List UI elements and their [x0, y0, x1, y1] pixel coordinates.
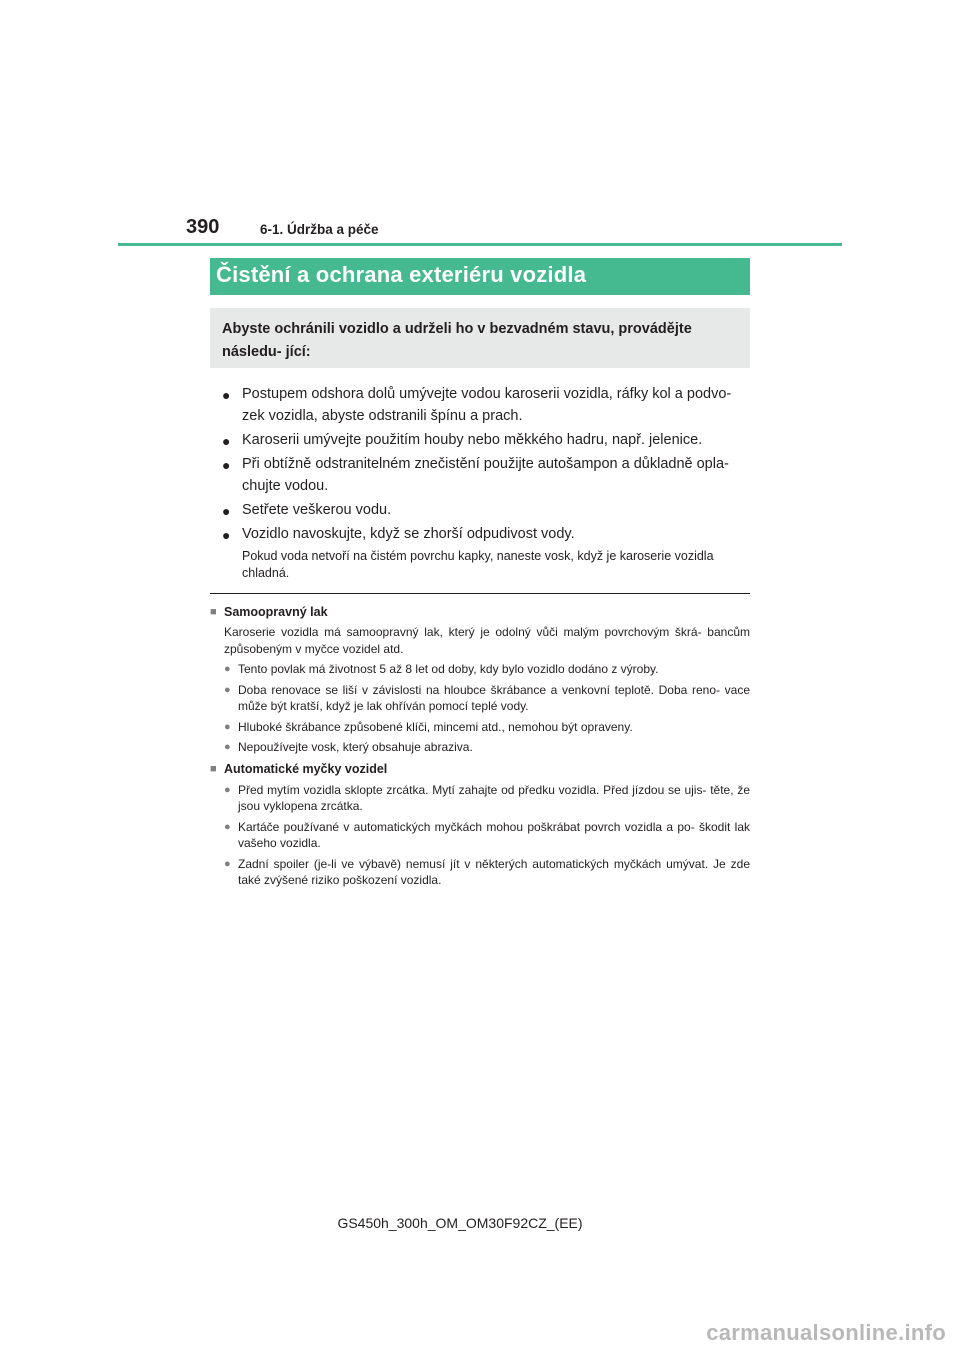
- info-item: [210, 719, 750, 736]
- info-item: [210, 682, 750, 715]
- info-item-text: Hluboké škrábance způsobené klíči, mincemi atd., nemohou být opraveny.: [238, 719, 633, 734]
- list-item-text: Karoserii umývejte použitím houby nebo měkkého hadru, např. jelenice.: [242, 432, 703, 448]
- wax-note: Pokud voda netvoří na čistém povrchu kapky, naneste vosk, když je karoserie vozidla chladná.: [242, 549, 714, 580]
- bullet-icon: ●: [222, 457, 231, 473]
- info-item-text: Tento povlak má životnost 5 až 8 let od doby, kdy bylo vozidlo dodáno z výroby.: [238, 662, 659, 676]
- bullet-icon: ●: [224, 741, 231, 753]
- title-bar: [210, 258, 750, 295]
- bullet-icon: ●: [222, 503, 231, 519]
- bullet-icon: ●: [222, 387, 231, 403]
- page-title: Čistění a ochrana exteriéru vozidla: [216, 262, 587, 287]
- header-rule: [118, 243, 842, 246]
- list-item-text: Při obtížně odstranitelném znečistění použijte autošampon a důkladně opla- chujte vodou.: [242, 456, 729, 494]
- watermark: carmanualsonline.info: [706, 1320, 946, 1345]
- bullet-icon: ●: [224, 720, 231, 733]
- bullet-icon: ●: [224, 683, 231, 696]
- info-section: [210, 602, 750, 889]
- info-item-text: Doba renovace se liší v závislosti na hloubce škrábance a venkovní teplotě. Doba reno- vace může být kratší, když je lak ohříván pomocí teplé vody.: [238, 682, 750, 713]
- bullet-list: [222, 383, 750, 547]
- list-item: [222, 523, 750, 545]
- square-bullet-icon: ■: [210, 606, 217, 618]
- list-item: [222, 499, 750, 521]
- list-item-text: Postupem odshora dolů umývejte vodou karoserii vozidla, ráfky kol a podvo- zek vozidla, abyste odstranili špínu a prach.: [242, 386, 732, 424]
- square-bullet-icon: ■: [210, 762, 217, 775]
- list-item: [222, 383, 750, 427]
- info-heading-text: Automatické myčky vozidel: [224, 761, 388, 776]
- bullet-icon: ●: [224, 783, 231, 796]
- bullet-icon: ●: [224, 820, 231, 833]
- list-item-text: Vozidlo navoskujte, když se zhorší odpudivost vody.: [242, 526, 575, 542]
- info-item-text: Zadní spoiler (je-li ve výbavě) nemusí jít v některých automatických myčkách umývat. Je zde také zvýšené riziko poškození vozidla.: [238, 856, 750, 887]
- info-heading-text: Samoopravný lak: [224, 605, 328, 619]
- intro-box: Abyste ochránili vozidlo a udrželi ho v bezvadném stavu, provádějte následu- jící:: [210, 308, 750, 368]
- bullet-icon: ●: [224, 663, 231, 675]
- info-item-text: Nepoužívejte vosk, který obsahuje abraziva.: [238, 740, 473, 754]
- info-item: [210, 856, 750, 889]
- info-item: [210, 661, 750, 678]
- bullet-icon: ●: [224, 857, 231, 870]
- info-item: [210, 819, 750, 852]
- bullet-icon: ●: [222, 527, 231, 543]
- section-label: 6-1. Údržba a péče: [260, 222, 379, 237]
- info-item-text: Kartáče používané v automatických myčkách mohou poškrábat povrch vozidla a po- škodit lak vašeho vozidla.: [238, 819, 750, 850]
- list-item: [222, 429, 750, 451]
- list-item: [222, 453, 750, 497]
- list-item-text: Setřete veškerou vodu.: [242, 502, 392, 518]
- info-heading: [210, 603, 750, 621]
- footer: [0, 1215, 960, 1231]
- info-item: [210, 782, 750, 815]
- section-divider: [210, 593, 750, 594]
- bullet-icon: ●: [222, 433, 231, 449]
- page-number: 390: [186, 216, 220, 238]
- info-item-text: Před mytím vozidla sklopte zrcátka. Mytí zahajte od předku vozidla. Před jízdou se ujis- těte, že jsou vyklopena zrcátka.: [238, 782, 750, 813]
- footer-code: GS450h_300h_OM_OM30F92CZ_(EE): [337, 1215, 583, 1231]
- info-heading: [210, 760, 750, 778]
- info-item: [210, 739, 750, 756]
- info-paragraph: Karoserie vozidla má samoopravný lak, který je odolný vůči malým povrchovým škrá- bancům způsobeným v myčce vozidel atd.: [224, 625, 750, 656]
